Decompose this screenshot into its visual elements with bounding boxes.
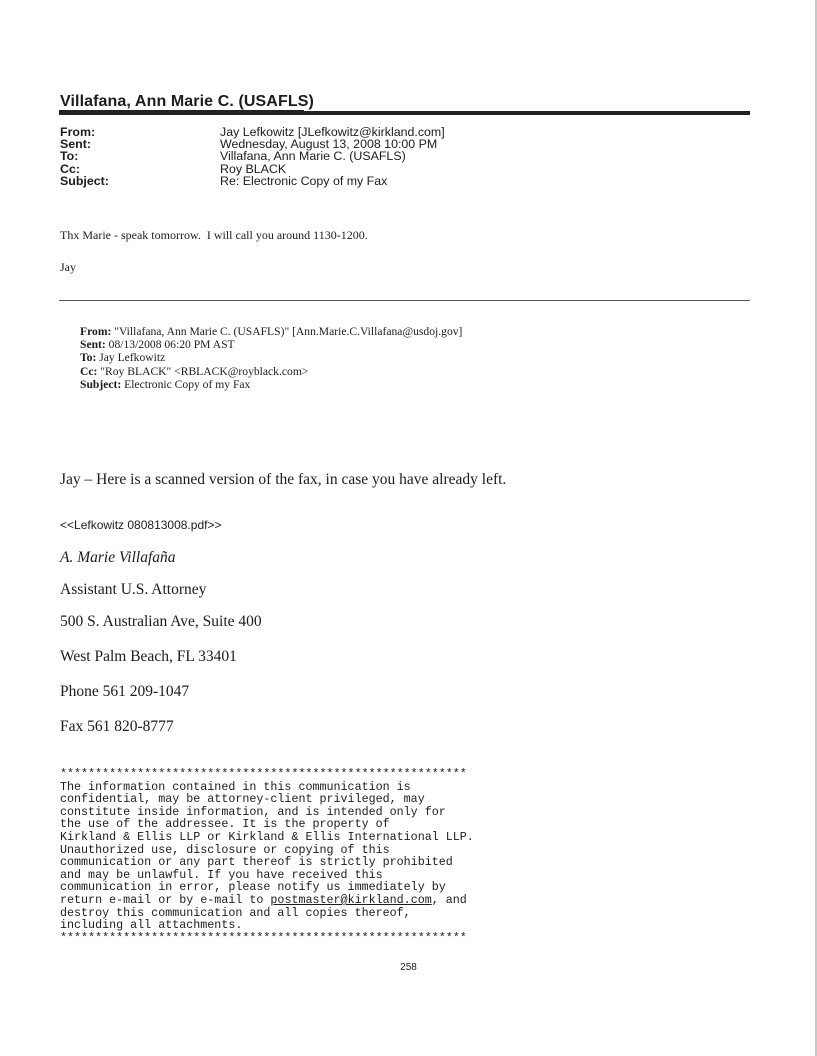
orig-sent-row: [80, 338, 462, 351]
signature-name: A. Marie Villafaña: [60, 549, 176, 566]
disclaimer-line: confidential, may be attorney-client privileged, may: [60, 792, 425, 807]
orig-from-row: [80, 325, 462, 338]
reply-body: Thx Marie - speak tomorrow. I will call you around 1130-1200.: [60, 228, 368, 242]
from-value: Jay Lefkowitz [JLefkowitz@kirkland.com]: [220, 125, 445, 139]
orig-cc-row: [80, 365, 462, 378]
disclaimer-line: the use of the addressee. It is the property of: [60, 817, 390, 832]
disclaimer-link-prefix: return e-mail or by e-mail to: [60, 892, 271, 907]
subject-label: Subject:: [60, 173, 109, 188]
disclaimer-line: including all attachments.: [60, 918, 243, 933]
signature-address-line1: 500 S. Australian Ave, Suite 400: [60, 613, 262, 630]
confidentiality-disclaimer: [60, 768, 474, 944]
orig-to-label: To:: [80, 351, 97, 365]
signature-title: Assistant U.S. Attorney: [60, 581, 207, 598]
from-label: From:: [60, 125, 96, 139]
signature-phone: Phone 561 209-1047: [60, 683, 190, 700]
recipient-heading: Villafana, Ann Marie C. (USAFLS): [60, 93, 314, 110]
orig-from-value: "Villafana, Ann Marie C. (USAFLS)" [Ann.Marie.C.Villafana@usdoj.gov]: [114, 325, 463, 338]
disclaimer-line: communication or any part thereof is strictly prohibited: [60, 855, 453, 870]
disclaimer-line: destroy this communication and all copies thereof,: [60, 905, 411, 920]
cc-value: Roy BLACK: [220, 161, 287, 176]
disclaimer-line: Unauthorized use, disclosure or copying of this: [60, 842, 390, 857]
orig-to-value: Jay Lefkowitz: [99, 351, 166, 365]
orig-sent-value: 08/13/2008 06:20 PM AST: [108, 338, 235, 352]
disclaimer-line: communication in error, please notify us immediately by: [60, 880, 446, 895]
orig-subject-row: [80, 378, 462, 391]
signature-address-line2: West Palm Beach, FL 33401: [60, 648, 237, 665]
orig-subject-value: Electronic Copy of my Fax: [124, 377, 251, 391]
signature-fax: Fax 561 820-8777: [60, 718, 174, 735]
original-message-header: [80, 325, 462, 391]
email-header: [60, 126, 445, 187]
postmaster-email-link[interactable]: postmaster@kirkland.com: [270, 892, 432, 907]
disclaimer-link-suffix: , and: [431, 892, 467, 907]
cc-label: Cc:: [60, 161, 80, 176]
orig-subject-label: Subject:: [80, 377, 122, 391]
header-cc-row: [60, 163, 445, 175]
orig-from-label: From:: [80, 325, 112, 338]
original-body: Jay – Here is a scanned version of the fax, in case you have already left.: [60, 471, 507, 488]
orig-to-row: [80, 351, 462, 364]
header-divider: [59, 111, 750, 115]
page-number: 258: [400, 962, 417, 973]
sent-label: Sent:: [60, 137, 91, 152]
disclaimer-stars-top: **********************************************************: [60, 767, 467, 781]
disclaimer-line: The information contained in this communication is: [60, 779, 411, 794]
disclaimer-line: constitute inside information, and is intended only for: [60, 804, 446, 819]
to-label: To:: [60, 149, 79, 164]
subject-value: Re: Electronic Copy of my Fax: [220, 173, 388, 188]
to-value: Villafana, Ann Marie C. (USAFLS): [220, 149, 406, 164]
attachment-reference[interactable]: <<Lefkowitz 080813008.pdf>>: [60, 518, 222, 532]
orig-cc-value: "Roy BLACK" <RBLACK@royblack.com>: [100, 364, 309, 378]
sent-value: Wednesday, August 13, 2008 10:00 PM: [220, 137, 438, 152]
disclaimer-stars-bottom: **********************************************************: [60, 930, 467, 945]
disclaimer-line: and may be unlawful. If you have received this: [60, 867, 383, 882]
orig-cc-label: Cc:: [80, 364, 98, 378]
reply-signature: Jay: [60, 260, 76, 274]
header-subject-row: [60, 175, 445, 187]
disclaimer-link-line: [60, 894, 474, 907]
quoted-divider: [59, 300, 750, 301]
orig-sent-label: Sent:: [80, 338, 106, 352]
disclaimer-line: Kirkland & Ellis LLP or Kirkland & Ellis International LLP.: [60, 829, 474, 844]
header-to-row: [60, 150, 445, 162]
